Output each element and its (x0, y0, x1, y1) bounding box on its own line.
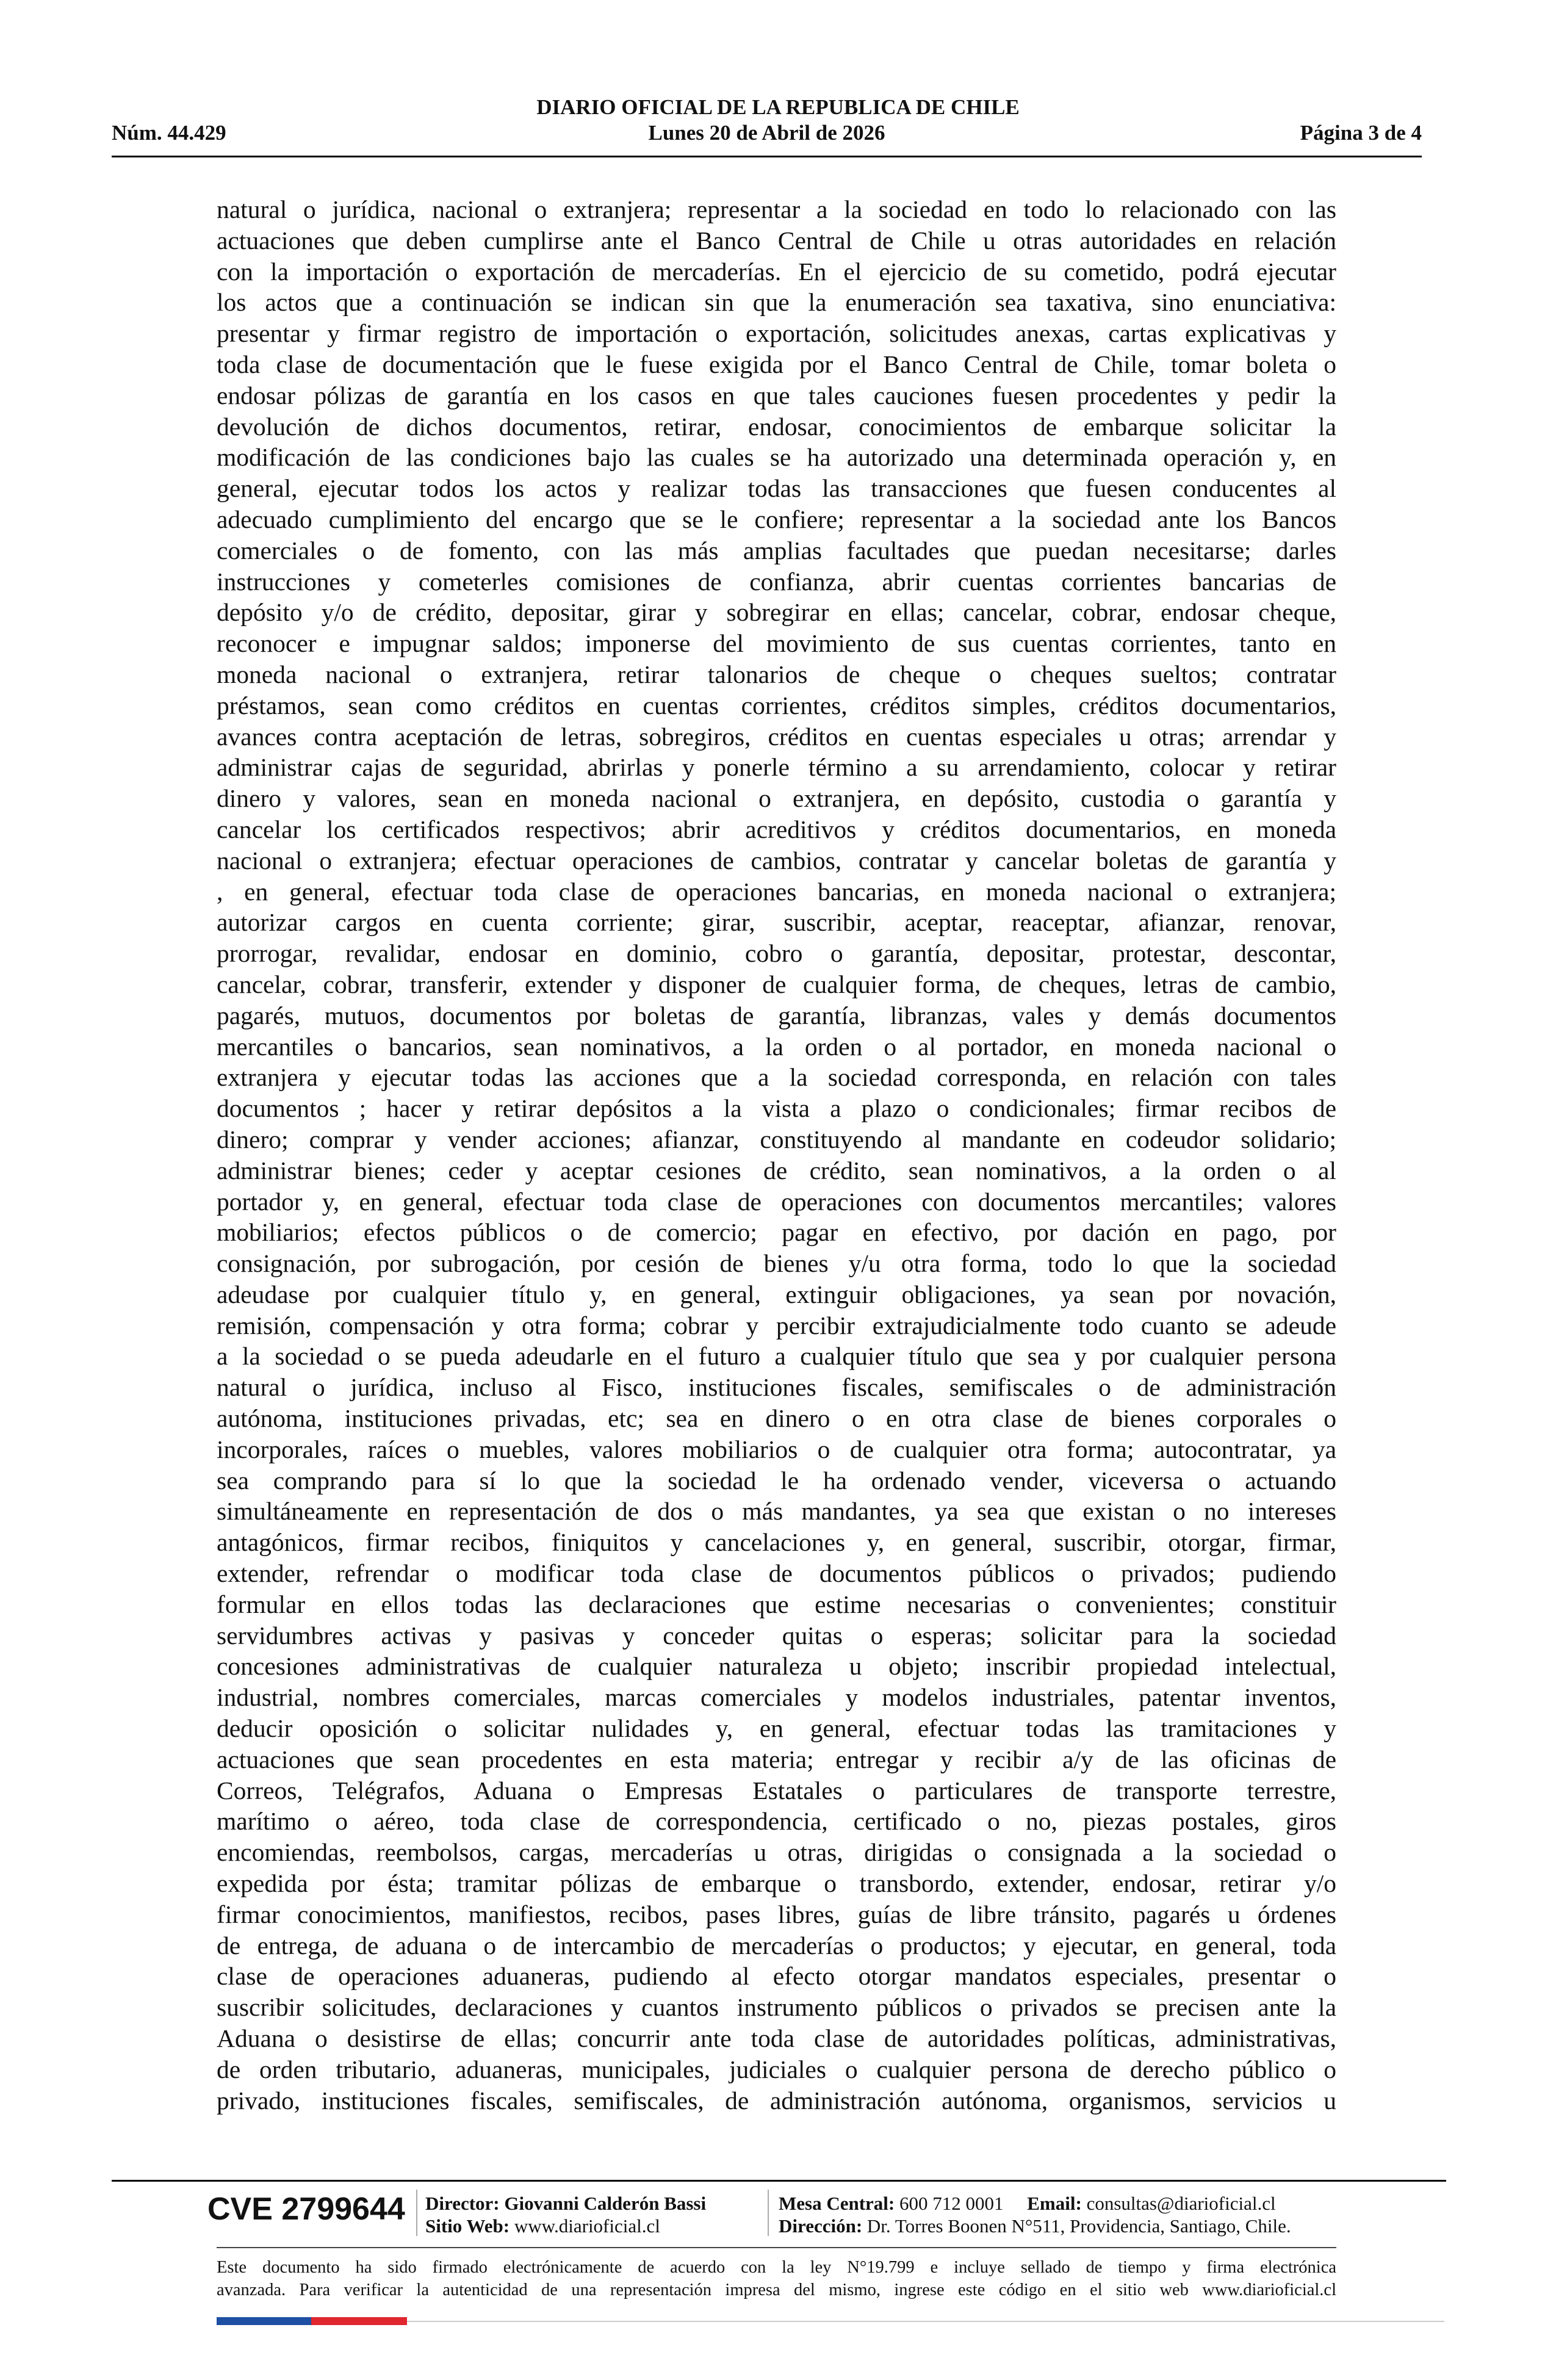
body-line: encomiendas, reembolsos, cargas, mercaderías u otras, dirigidas o consignada a la sociedad o (217, 1838, 1336, 1867)
body-line: los actos que a continuación se indican sin que la enumeración sea taxativa, sino enunciativa: (217, 288, 1336, 317)
body-line: reconocer e impugnar saldos; imponerse del movimiento de sus cuentas corrientes, tanto en (217, 629, 1336, 658)
body-line: presentar y firmar registro de importación o exportación, solicitudes anexas, cartas explicativas y (217, 319, 1336, 348)
body-line: incorporales, raíces o muebles, valores mobiliarios o de cualquier otra forma; autocontratar, ya (217, 1435, 1336, 1463)
body-line: modificación de las condiciones bajo las cuales se ha autorizado una determinada operación y, en (217, 443, 1336, 472)
body-line: devolución de dichos documentos, retirar, endosar, conocimientos de embarque solicitar la (217, 412, 1336, 441)
phone-label: Mesa Central: (779, 2193, 895, 2214)
website-label: Sitio Web: (425, 2215, 510, 2237)
signature-notice-line: Este documento ha sido firmado electrónicamente de acuerdo con la ley N°19.799 e incluye sellado de tiempo y firma electrónica (217, 2258, 1336, 2277)
body-line: administrar bienes; ceder y aceptar cesiones de crédito, sean nominativos, a la orden o al (217, 1156, 1336, 1185)
signature-notice (217, 2256, 1336, 2301)
header-divider (112, 156, 1422, 157)
body-line: prorrogar, revalidar, endosar en dominio, cobro o garantía, depositar, protestar, descontar, (217, 939, 1336, 968)
body-line: administrar cajas de seguridad, abrirlas y ponerle término a su arrendamiento, colocar y retirar (217, 753, 1336, 782)
director-label: Director: (425, 2193, 500, 2214)
body-line: natural o jurídica, incluso al Fisco, instituciones fiscales, semifiscales o de administración (217, 1373, 1336, 1402)
body-line: clase de operaciones aduaneras, pudiendo al efecto otorgar mandatos especiales, presentar o (217, 1962, 1336, 1991)
body-line: moneda nacional o extranjera, retirar talonarios de cheque o cheques sueltos; contratar (217, 660, 1336, 688)
publication-date: Lunes 20 de Abril de 2026 (648, 121, 885, 145)
body-line: de orden tributario, aduaneras, municipales, judiciales o cualquier persona de derecho público o (217, 2055, 1336, 2083)
body-line: cancelar, cobrar, transferir, extender y disponer de cualquier forma, de cheques, letras de cambio, (217, 970, 1336, 998)
body-line: industrial, nombres comerciales, marcas comerciales y modelos industriales, patentar inventos, (217, 1683, 1336, 1712)
body-line: endosar pólizas de garantía en los casos en que tales cauciones fuesen procedentes y pedir la (217, 381, 1336, 409)
address-text: Dr. Torres Boonen N°511, Providencia, Santiago, Chile. (866, 2215, 1291, 2237)
body-line: de entrega, de aduana o de intercambio de mercaderías o productos; y ejecutar, en general, toda (217, 1931, 1336, 1960)
body-line: antagónicos, firmar recibos, finiquitos y cancelaciones y, en general, suscribir, otorgar, firmar, (217, 1528, 1336, 1557)
issue-number: Núm. 44.429 (112, 121, 226, 145)
body-line: adecuado cumplimiento del encargo que se le confiere; representar a la sociedad ante los Bancos (217, 505, 1336, 533)
body-line: firmar conocimientos, manifiestos, recibos, pases libres, guías de libre tránsito, pagarés u órdenes (217, 1900, 1336, 1928)
body-line: portador y, en general, efectuar toda clase de operaciones con documentos mercantiles; valores (217, 1187, 1336, 1216)
body-line: consignación, por subrogación, por cesión de bienes y/u otra forma, todo lo que la sociedad (217, 1249, 1336, 1278)
body-line: instrucciones y cometerles comisiones de confianza, abrir cuentas corrientes bancarias de (217, 567, 1336, 596)
body-line: deducir oposición o solicitar nulidades y, en general, efectuar todas las tramitaciones y (217, 1714, 1336, 1743)
cve-code: CVE 2799644 (207, 2191, 405, 2227)
body-line: remisión, compensación y otra forma; cobrar y percibir extrajudicialmente todo cuanto se adeude (217, 1311, 1336, 1340)
body-line: privado, instituciones fiscales, semifiscales, de administración autónoma, organismos, servicios u (217, 2086, 1336, 2115)
body-line: concesiones administrativas de cualquier naturaleza u objeto; inscribir propiedad intelectual, (217, 1652, 1336, 1681)
body-line: , en general, efectuar toda clase de operaciones bancarias, en moneda nacional o extranjera; (217, 877, 1336, 906)
body-line: comerciales o de fomento, con las más amplias facultades que puedan necesitarse; darles (217, 536, 1336, 564)
address-label: Dirección: (779, 2215, 863, 2237)
body-line: con la importación o exportación de mercaderías. En el ejercicio de su cometido, podrá ejecutar (217, 257, 1336, 286)
body-line: expedida por ésta; tramitar pólizas de embarque o transbordo, extender, endosar, retirar y/o (217, 1869, 1336, 1898)
footer-separator (768, 2190, 769, 2236)
flag-stripe-blue (217, 2317, 311, 2325)
body-line: autorizar cargos en cuenta corriente; girar, suscribir, aceptar, reaceptar, afianzar, renovar, (217, 908, 1336, 937)
body-line: adeudase por cualquier título y, en general, extinguir obligaciones, ya sean por novación, (217, 1280, 1336, 1308)
body-line: mercantiles o bancarios, sean nominativos, a la orden o al portador, en moneda nacional o (217, 1032, 1336, 1061)
signature-notice-line: avanzada. Para verificar la autenticidad de una representación impresa del mismo, ingrese este código en el sitio web www.diarioficial.cl (217, 2281, 1336, 2299)
email-link[interactable]: consultas@diarioficial.cl (1086, 2193, 1276, 2214)
body-line: extender, refrendar o modificar toda clase de documentos públicos o privados; pudiendo (217, 1559, 1336, 1588)
body-line: nacional o extranjera; efectuar operaciones de cambios, contratar y cancelar boletas de garantía y (217, 846, 1336, 874)
body-line: autónoma, instituciones privadas, etc; sea en dinero o en otra clase de bienes corporales o (217, 1404, 1336, 1433)
body-line: Correos, Telégrafos, Aduana o Empresas Estatales o particulares de transporte terrestre, (217, 1776, 1336, 1805)
body-line: simultáneamente en representación de dos o más mandantes, ya sea que existan o no intereses (217, 1497, 1336, 1526)
flag-stripe-red (311, 2317, 407, 2325)
footer-divider-middle (217, 2247, 1336, 2248)
phone-number: 600 712 0001 (899, 2193, 1004, 2214)
body-line: sea comprando para sí lo que la sociedad le ha ordenado vender, viceversa o actuando (217, 1466, 1336, 1495)
footer-director-block (425, 2192, 706, 2237)
body-line: pagarés, mutuos, documentos por boletas de garantía, libranzas, vales y demás documentos (217, 1001, 1336, 1030)
director-name: Giovanni Calderón Bassi (504, 2193, 707, 2214)
body-line: a la sociedad o se pueda adeudarle en el futuro a cualquier título que sea y por cualquier persona (217, 1342, 1336, 1371)
body-line: marítimo o aéreo, toda clase de correspondencia, certificado o no, piezas postales, giros (217, 1807, 1336, 1836)
document-body (217, 194, 1336, 2116)
website-link[interactable]: www.diarioficial.cl (514, 2215, 660, 2237)
body-line: préstamos, sean como créditos en cuentas corrientes, créditos simples, créditos documentarios, (217, 691, 1336, 719)
body-line: documentos ; hacer y retirar depósitos a la vista a plazo o condicionales; firmar recibos de (217, 1094, 1336, 1123)
body-line: suscribir solicitudes, declaraciones y cuantos instrumento públicos o privados se precisen ante la (217, 1993, 1336, 2022)
body-line: extranjera y ejecutar todas las acciones que a la sociedad corresponda, en relación con tales (217, 1063, 1336, 1092)
page-number: Página 3 de 4 (1300, 121, 1422, 145)
masthead: DIARIO OFICIAL DE LA REPUBLICA DE CHILE (536, 95, 1020, 119)
footer-separator (416, 2190, 417, 2236)
body-line: cancelar los certificados respectivos; abrir acreditivos y créditos documentarios, en moneda (217, 815, 1336, 843)
footer-bottom-line (407, 2321, 1444, 2322)
body-line: avances contra aceptación de letras, sobregiros, créditos en cuentas especiales u otras; arrendar y (217, 722, 1336, 751)
body-line: depósito y/o de crédito, depositar, girar y sobregirar en ellas; cancelar, cobrar, endosar cheque, (217, 598, 1336, 627)
body-line: dinero y valores, sean en moneda nacional o extranjera, en depósito, custodia o garantía y (217, 784, 1336, 813)
body-line: natural o jurídica, nacional o extranjera; representar a la sociedad en todo lo relacionado con las (217, 195, 1336, 223)
body-line: general, ejecutar todos los actos y realizar todas las transacciones que fuesen conducentes al (217, 474, 1336, 503)
body-line: toda clase de documentación que le fuese exigida por el Banco Central de Chile, tomar boleta o (217, 350, 1336, 378)
body-line: dinero; comprar y vender acciones; afianzar, constituyendo al mandante en codeudor solidario; (217, 1125, 1336, 1153)
email-label: Email: (1027, 2193, 1082, 2214)
body-line: Aduana o desistirse de ellas; concurrir ante toda clase de autoridades políticas, administrativas, (217, 2024, 1336, 2053)
body-line: actuaciones que sean procedentes en esta materia; entregar y recibir a/y de las oficinas de (217, 1745, 1336, 1773)
body-line: actuaciones que deben cumplirse ante el Banco Central de Chile u otras autoridades en relación (217, 226, 1336, 254)
footer-divider-top (112, 2180, 1446, 2182)
body-line: mobiliarios; efectos públicos o de comercio; pagar en efectivo, por dación en pago, por (217, 1218, 1336, 1247)
footer-contact-block (779, 2192, 1291, 2237)
body-line: formular en ellos todas las declaraciones que estime necesarias o convenientes; constituir (217, 1590, 1336, 1618)
body-line: servidumbres activas y pasivas y conceder quitas o esperas; solicitar para la sociedad (217, 1621, 1336, 1650)
